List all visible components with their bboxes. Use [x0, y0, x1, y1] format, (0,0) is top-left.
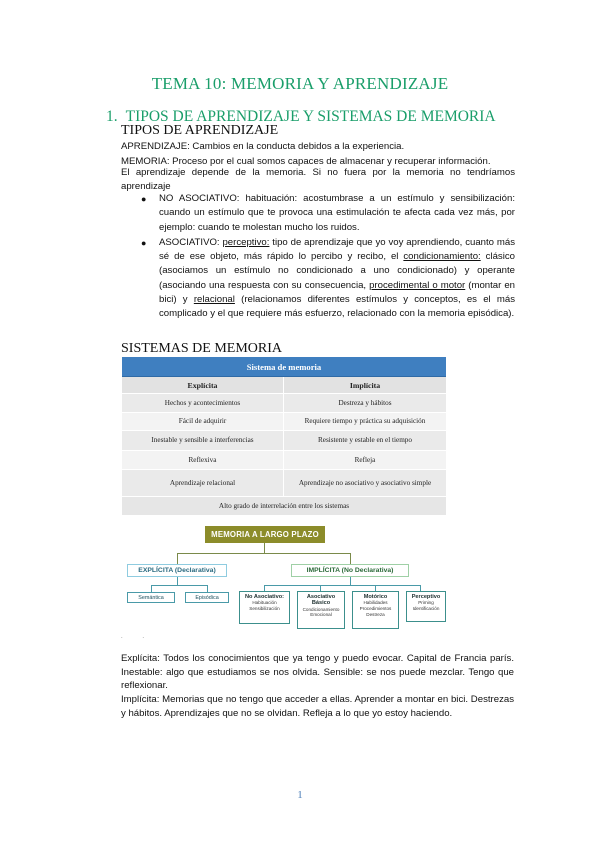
intro-paragraph: El aprendizaje depende de la memoria. Si no fuera por la memoria no tendríamos aprendizaje — [121, 167, 515, 193]
connector-line — [350, 577, 351, 585]
subheading-sistemas: SISTEMAS DE MEMORIA — [121, 341, 283, 356]
connector-line — [177, 577, 178, 585]
section-label: TIPOS DE APRENDIZAJE Y SISTEMAS DE MEMORIA — [125, 108, 496, 125]
implicit-node: IMPLÍCITA (No Declarativa) — [291, 564, 409, 577]
perceptive-node: Perceptivo Priming Identificación — [406, 591, 446, 622]
connector-line — [350, 553, 351, 564]
table-row — [122, 431, 446, 451]
table-cell: Reflexiva — [122, 451, 284, 470]
motor-node: Motórico Habilidades Procedimientos Destreza — [352, 591, 399, 629]
bullet-icon: ● — [141, 194, 147, 204]
table-footer: Alto grado de interrelación entre los sistemas — [122, 497, 446, 515]
table-row — [122, 394, 446, 413]
def-memoria: MEMORIA: Proceso por el cual somos capaces de almacenar y recuperar información. — [121, 156, 491, 167]
table-cell: Requiere tiempo y práctica su adquisición — [284, 413, 446, 431]
column-header: Explícita — [122, 377, 284, 394]
table-cell: Hechos y acontecimientos — [122, 394, 284, 413]
column-header: Implícita — [284, 377, 446, 394]
subheading-tipos: TIPOS DE APRENDIZAJE — [121, 123, 279, 138]
long-term-memory-diagram — [123, 522, 448, 634]
connector-line — [264, 585, 420, 586]
learning-types-list — [121, 192, 515, 323]
connector-line — [177, 553, 178, 564]
implicit-paragraph: Implícita: Memorias que no tengo que acceder a ellas. Aprender a montar en bici. Destrezas y hábitos. Aprendizajes que no se olvidan. Refleja a lo que yo estoy haciendo. — [121, 694, 514, 719]
list-item: ● ASOCIATIVO: perceptivo: tipo de aprendizaje que yo voy aprendiendo, cuanto más sé de ese objeto, más rápido lo percibo y recibo, el condicionamiento: clásico (asociamos un estímulo no condicionado a uno condicionado) y operante (asociando una respuesta con su consecuencia, procedimental o motor (montar en bici) y relacional (relacionamos diferentes estímulos y conceptos, es el más complicado y el que requiere más esfuerzo, relacionado con la memoria episódica). — [141, 236, 516, 320]
table-cell: Resistente y estable en el tiempo — [284, 431, 446, 451]
root-node: MEMORIA A LARGO PLAZO — [205, 526, 325, 543]
episodic-node: Episódica — [185, 592, 229, 603]
table-row — [122, 470, 446, 497]
bullet-icon: ● — [141, 237, 147, 248]
table-cell: Inestable y sensible a interferencias — [122, 431, 284, 451]
connector-line — [151, 585, 152, 592]
non-associative-node: No Asociativo: Habituación Sensibilización — [239, 591, 290, 624]
connector-line — [151, 585, 207, 586]
connector-line — [177, 553, 351, 554]
table-cell: Fácil de adquirir — [122, 413, 284, 431]
table-row — [122, 413, 446, 431]
associative-node: Asociativo Básico Condicionamiento Emocional — [297, 591, 345, 629]
page-number: 1 — [297, 789, 303, 801]
table-title: Sistema de memoria — [122, 357, 446, 377]
table-cell: Aprendizaje no asociativo y asociativo simple — [284, 470, 446, 497]
section-number: 1. — [106, 108, 118, 125]
explicit-paragraph: Explícita: Todos los conocimientos que ya tengo y puedo evocar. Capital de Francia parís. Inestable: algo que estudiamos se nos olvida. Sensible: se nos puede mezclar. Tengo que reflexionar. — [121, 653, 514, 692]
def-aprendizaje: APRENDIZAJE: Cambios en la conducta debidos a la experiencia. — [121, 141, 405, 152]
table-header-row — [122, 377, 446, 394]
page-title: TEMA 10: MEMORIA Y APRENDIZAJE — [151, 74, 449, 93]
diagram-marker: . . — [121, 634, 154, 640]
semantic-node: Semántica — [127, 592, 175, 603]
table-cell: Refleja — [284, 451, 446, 470]
list-item: ● NO ASOCIATIVO: habituación: acostumbrase a un estímulo y sensibilización: cuando un estímulo que te provoca una estimulación te afecta cada vez más, por ejemplo: cuando te molestan mucho los ruidos. — [141, 193, 515, 233]
connector-line — [264, 543, 265, 553]
memory-systems-table — [122, 357, 446, 515]
table-cell: Aprendizaje relacional — [122, 470, 284, 497]
connector-line — [207, 585, 208, 592]
table-cell: Destreza y hábitos — [284, 394, 446, 413]
table-row — [122, 451, 446, 470]
explicit-node: EXPLÍCITA (Declarativa) — [127, 564, 227, 577]
